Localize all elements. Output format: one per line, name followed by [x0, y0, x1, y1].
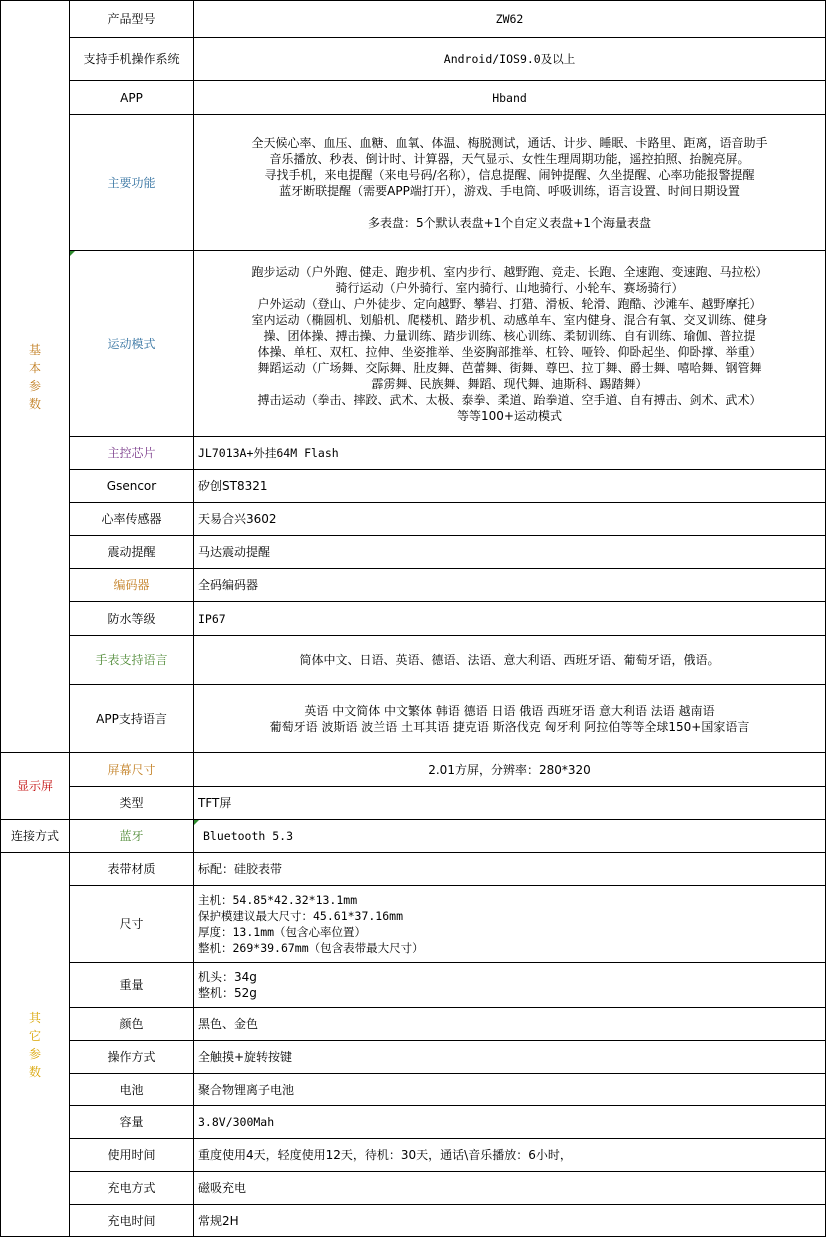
table-row [1, 963, 826, 1008]
row-label-app: APP [70, 81, 194, 115]
features-line: 全天候心率、血压、血糖、血氧、体温、梅脱测试，通话、计步、睡眠、卡路里、距离，语音助手 [251, 135, 768, 150]
section-connect-label: 连接方式 [10, 829, 59, 843]
table-row [1, 602, 826, 636]
sports-line: 操、团体操、搏击操、力量训练、踏步训练、核心训练、柔韧训练、自有训练、瑜伽、普拉提 [263, 328, 756, 343]
sports-line: 户外运动（登山、户外徒步、定向越野、攀岩、打猎、滑板、轮滑、跑酷、沙滩车、越野摩托） [257, 296, 762, 311]
sports-line: 室内运动（椭圆机、划船机、爬楼机、踏步机、动感单车、室内健身、混合有氧、交叉训练、健身 [251, 312, 768, 327]
table-row [1, 115, 826, 251]
section-other [1, 853, 70, 1237]
row-value-strap: 标配：硅胶表带 [194, 853, 826, 886]
section-basic [1, 1, 70, 753]
row-label-vibrate: 震动提醒 [70, 536, 194, 569]
row-label-battery: 电池 [70, 1074, 194, 1106]
row-value-app: Hband [194, 81, 826, 115]
row-label-encoder: 编码器 [70, 569, 194, 602]
table-row [1, 1205, 826, 1237]
row-value-model: ZW62 [194, 1, 826, 38]
size-line: 整机：269*39.67mm（包含表带最大尺寸） [198, 941, 424, 955]
table-row [1, 1106, 826, 1139]
section-display [1, 753, 70, 820]
applang-line: 葡萄牙语 波斯语 波兰语 土耳其语 捷克语 斯洛伐克 匈牙利 阿拉伯等等全球150+国家语言 [269, 719, 750, 734]
row-label-os: 支持手机操作系统 [70, 38, 194, 81]
row-label-weight: 重量 [70, 963, 194, 1008]
table-row [1, 503, 826, 536]
table-row [1, 536, 826, 569]
row-value-os: Android/IOS9.0及以上 [194, 38, 826, 81]
row-label-gsensor: Gsencor [70, 470, 194, 503]
table-row [1, 853, 826, 886]
row-label-hr: 心率传感器 [70, 503, 194, 536]
features-line: 音乐播放、秒表、倒计时、计算器，天气显示、女性生理周期功能，遥控拍照、抬腕亮屏。 [269, 151, 750, 166]
table-row [1, 1, 826, 38]
section-other-label: 其它参数 [28, 1010, 41, 1079]
features-line: 多表盘：5个默认表盘+1个自定义表盘+1个海量表盘 [367, 215, 651, 230]
table-row [1, 1008, 826, 1041]
weight-line: 机头：34g [198, 970, 257, 984]
table-row [1, 1172, 826, 1205]
row-label-chargetime: 充电时间 [70, 1205, 194, 1237]
row-value-features [194, 115, 826, 251]
row-value-size [194, 886, 826, 963]
table-row [1, 753, 826, 787]
row-label-watchlang: 手表支持语言 [70, 636, 194, 685]
row-label-model: 产品型号 [70, 1, 194, 38]
table-row [1, 437, 826, 470]
row-label-size: 尺寸 [70, 886, 194, 963]
row-value-color: 黑色、金色 [194, 1008, 826, 1041]
row-label-sports: 运动模式 [70, 251, 194, 437]
sports-line: 骑行运动（户外骑行、室内骑行、山地骑行、小轮车、赛场骑行） [335, 280, 684, 295]
sports-line: 等等100+运动模式 [457, 408, 562, 423]
sports-line: 体操、单杠、双杠、拉伸、坐姿推举、坐姿胸部推举、杠铃、哑铃、仰卧起坐、仰卧撑、举重） [257, 344, 762, 359]
row-label-features: 主要功能 [70, 115, 194, 251]
row-label-capacity: 容量 [70, 1106, 194, 1139]
features-line: 蓝牙断联提醒（需要APP端打开），游戏、手电筒、呼吸训练，语言设置、时间日期设置 [279, 183, 740, 198]
sports-line: 霹雳舞、民族舞、舞蹈、现代舞、迪斯科、踢踏舞） [371, 376, 648, 391]
table-row [1, 470, 826, 503]
table-row [1, 1041, 826, 1074]
section-basic-label: 基本参数 [28, 342, 41, 411]
row-value-screen: 2.01方屏，分辨率：280*320 [194, 753, 826, 787]
sports-line: 搏击运动（拳击、摔跤、武术、太极、泰拳、柔道、跆拳道、空手道、自有搏击、剑术、武术） [257, 392, 762, 407]
row-label-strap: 表带材质 [70, 853, 194, 886]
section-display-label: 显示屏 [16, 779, 53, 793]
row-label-screen: 屏幕尺寸 [70, 753, 194, 787]
row-value-hr: 天易合兴3602 [194, 503, 826, 536]
row-value-encoder: 全码编码器 [194, 569, 826, 602]
table-row [1, 886, 826, 963]
size-line: 主机：54.85*42.32*13.1mm [198, 893, 358, 907]
table-row [1, 81, 826, 115]
row-value-applang [194, 685, 826, 753]
table-row [1, 1074, 826, 1106]
row-value-operate: 全触摸+旋转按键 [194, 1041, 826, 1074]
table-row [1, 685, 826, 753]
applang-line: 英语 中文简体 中文繁体 韩语 德语 日语 俄语 西班牙语 意大利语 法语 越南语 [304, 703, 715, 718]
table-row [1, 251, 826, 437]
row-label-operate: 操作方式 [70, 1041, 194, 1074]
row-label-bt: 蓝牙 [70, 820, 194, 853]
row-value-gsensor: 矽创ST8321 [194, 470, 826, 503]
features-line: 寻找手机，来电提醒（来电号码/名称），信息提醒、闹钟提醒、久坐提醒、心率功能报警提醒 [264, 167, 755, 182]
table-row [1, 820, 826, 853]
section-connect [1, 820, 70, 853]
row-value-capacity: 3.8V/300Mah [194, 1106, 826, 1139]
row-label-usage: 使用时间 [70, 1139, 194, 1172]
row-label-charge: 充电方式 [70, 1172, 194, 1205]
table-row [1, 787, 826, 820]
table-row [1, 569, 826, 602]
weight-line: 整机：52g [198, 986, 257, 1000]
row-value-usage: 重度使用4天，轻度使用12天，待机：30天，通话\音乐播放：6小时， [194, 1139, 826, 1172]
size-line: 保护模建议最大尺寸：45.61*37.16mm [198, 909, 404, 923]
row-label-chip: 主控芯片 [70, 437, 194, 470]
row-value-battery: 聚合物锂离子电池 [194, 1074, 826, 1106]
table-row [1, 38, 826, 81]
row-value-type: TFT屏 [194, 787, 826, 820]
size-line: 厚度：13.1mm（包含心率位置） [198, 925, 367, 939]
features-line [198, 199, 821, 215]
row-value-bt: Bluetooth 5.3 [194, 820, 826, 853]
row-label-type: 类型 [70, 787, 194, 820]
sports-line: 跑步运动（户外跑、健走、跑步机、室内步行、越野跑、竞走、长跑、全速跑、变速跑、马拉松） [251, 264, 768, 279]
row-value-watchlang: 简体中文、日语、英语、德语、法语、意大利语、西班牙语、葡萄牙语，俄语。 [194, 636, 826, 685]
row-value-water: IP67 [194, 602, 826, 636]
row-value-chip: JL7013A+外挂64M Flash [194, 437, 826, 470]
row-value-weight [194, 963, 826, 1008]
row-value-charge: 磁吸充电 [194, 1172, 826, 1205]
row-value-vibrate: 马达震动提醒 [194, 536, 826, 569]
row-label-color: 颜色 [70, 1008, 194, 1041]
row-label-applang: APP支持语言 [70, 685, 194, 753]
row-value-sports [194, 251, 826, 437]
sports-line: 舞蹈运动（广场舞、交际舞、肚皮舞、芭蕾舞、街舞、尊巴、拉丁舞、爵士舞、嘻哈舞、钢管舞 [257, 360, 762, 375]
table-row [1, 636, 826, 685]
row-label-water: 防水等级 [70, 602, 194, 636]
row-value-chargetime: 常规2H [194, 1205, 826, 1237]
table-row [1, 1139, 826, 1172]
